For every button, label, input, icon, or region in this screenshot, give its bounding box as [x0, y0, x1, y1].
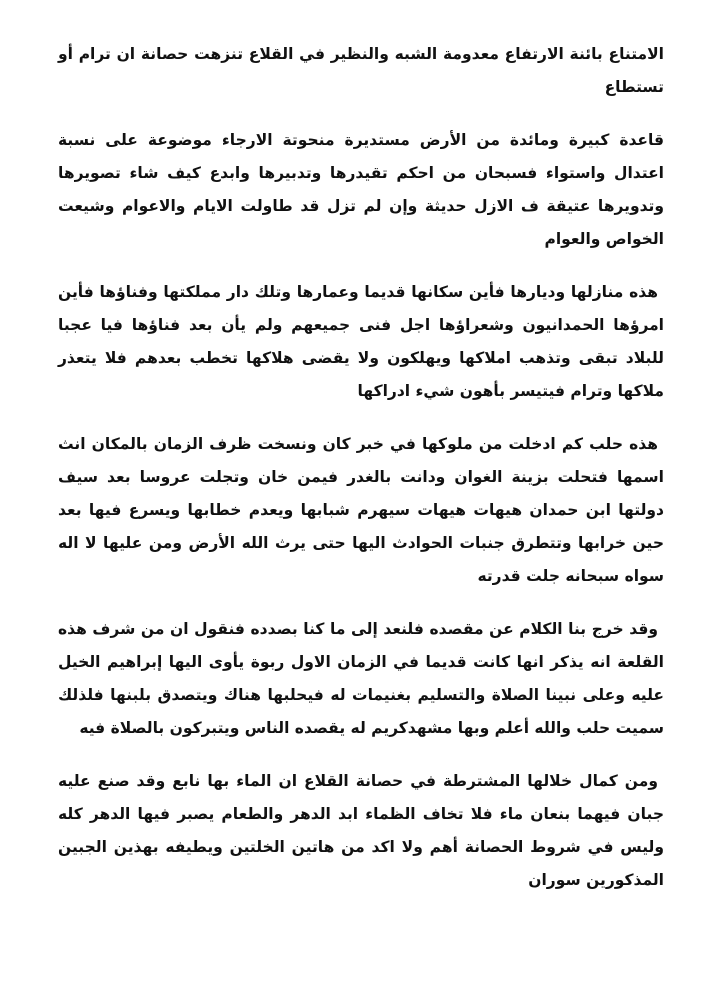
paragraph-2: قاعدة كبيرة ومائدة من الأرض مستديرة منحوتة الارجاء موضوعة على نسبة اعتدال واستواء فسبحان من احكم تقيدرها وتدبيرها وابدع كيف شاء تصويرها وتدويرها عتيقة ف الازل حديثة وإن لم تزل قد طاولت الايام والاعوام وشيعت الخواص والعوام	[58, 131, 664, 248]
document-page	[58, 38, 664, 917]
paragraph-4: هذه حلب كم ادخلت من ملوكها في خبر كان ونسخت ظرف الزمان بالمكان انث اسمها فتحلت بزينة الغوان ودانت بالغدر فيمن خان وتجلت عروسا بعد سيف دولتها ابن حمدان هيهات هيهات سيهرم شبابها ويعدم خطابها ويسرع فيها بعد حين خرابها وتتطرق جنبات الحوادث اليها حتى يرث الله الأرض ومن عليها لا اله سواه سبحانه جلت قدرته	[58, 435, 664, 585]
paragraph-3: هذه منازلها وديارها فأين سكانها قديما وعمارها وتلك دار مملكتها وفناؤها فأين امرؤها الحمدانيون وشعراؤها اجل فنى جميعهم ولم يأن بعد فناؤها فيا عجبا للبلاد تبقى وتذهب املاكها ويهلكون ولا يقضى هلاكها تخطب بعدهم فلا يتعذر ملاكها وترام فيتيسر بأهون شيء ادراكها	[58, 283, 664, 400]
paragraph-6: ومن كمال خلالها المشترطة في حصانة القلاع ان الماء بها نابع وقد صنع عليه جبان فيهما بنعان ماء فلا تخاف الظماء ابد الدهر والطعام يصبر فيها الدهر كله وليس في شروط الحصانة أهم ولا اكد من هاتين الخلتين ويطيفه بهذين الجبين المذكورين سوران	[58, 772, 664, 889]
paragraph-5: وقد خرج بنا الكلام عن مقصده فلنعد إلى ما كنا بصدده فنقول ان من شرف هذه القلعة انه يذكر انها كانت قديما في الزمان الاول ربوة يأوى اليها إبراهيم الخيل عليه وعلى نبينا الصلاة والتسليم بغنيمات له فيحلبها هناك ويتصدق بلبنها فلذلك سميت حلب والله أعلم وبها مشهدكريم له يقصده الناس ويتبركون بالصلاة فيه	[58, 620, 664, 737]
paragraph-1: الامتناع بائنة الارتفاع معدومة الشبه والنظير في القلاع تنزهت حصانة ان ترام أو تستطاع	[58, 45, 664, 96]
